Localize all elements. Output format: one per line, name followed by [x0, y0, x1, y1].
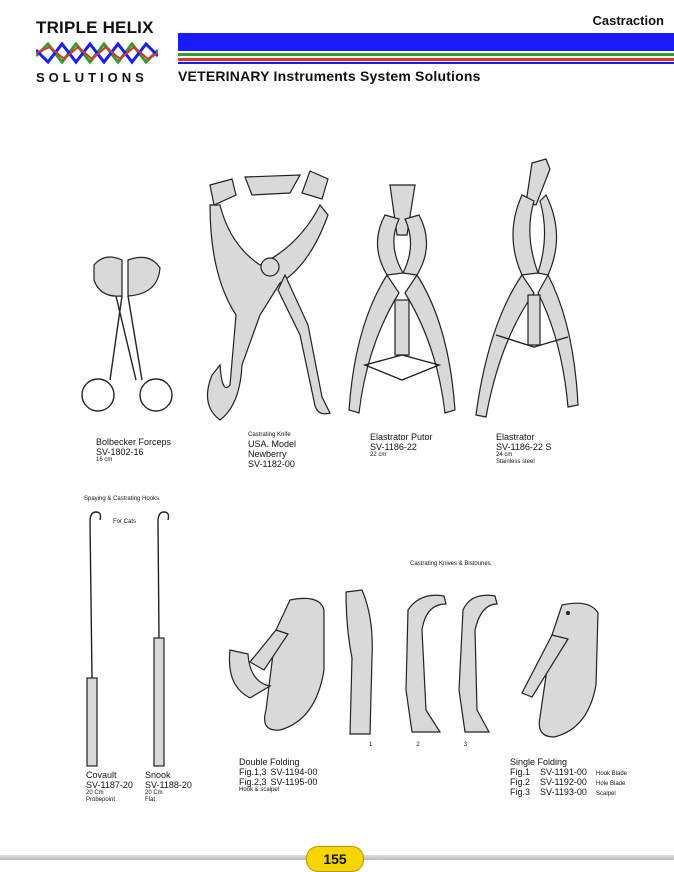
product-name: Bolbecker Forceps: [96, 437, 172, 447]
product-bolbecker: [96, 437, 171, 464]
product-elastrator-putor: [370, 432, 433, 459]
product-size: 16 cm: [96, 457, 113, 463]
section-title: Castraction: [592, 13, 664, 28]
knife-fig3-image: [455, 590, 500, 740]
product-code: SV-1186-22 S: [496, 442, 552, 452]
figure-numbers: [369, 742, 467, 749]
figure-number: 1: [369, 742, 373, 748]
fig-note: Hole Blade: [596, 781, 626, 787]
product-code: SV-1182-00: [248, 459, 295, 469]
hook-covault: [86, 770, 133, 804]
page-number: 155: [306, 846, 364, 872]
product-code: SV-1802-16: [96, 447, 144, 457]
hooks-caption: Spaying & Castrating Hooks: [84, 496, 160, 502]
bolbecker-forceps-image: [70, 250, 185, 415]
product-code: SV-1186-22: [370, 442, 417, 452]
hook-name: Snook: [145, 770, 171, 780]
product-note: Stainless steel: [496, 459, 535, 465]
header-stripe-green: [178, 53, 674, 56]
hook-snook: [145, 770, 192, 804]
figure-number: 3: [463, 742, 468, 748]
product-name: Elastrator Putor: [370, 432, 433, 442]
product-size: 22 cm: [370, 452, 387, 458]
single-folding-title: Single Folding: [510, 757, 568, 767]
fig-label: Fig.1: [510, 767, 531, 777]
fig-code: SV-1193-00: [540, 787, 587, 797]
fig-label: Fig.3: [510, 787, 531, 797]
hook-name: Covault: [86, 770, 117, 780]
hook-code: SV-1187-20: [86, 780, 133, 790]
hook-note: Flat: [145, 797, 156, 803]
fig-note: Scalpel: [596, 791, 616, 797]
double-folding-title: Double Folding: [239, 757, 300, 767]
fig-label: Fig.1,3: [239, 767, 267, 777]
product-caption: Castrating Knife: [248, 432, 291, 438]
header-stripe-blue: [178, 33, 674, 51]
figure-number: 2: [416, 742, 420, 748]
elastrator-putor-image: [345, 175, 460, 420]
snook-hook-image: [146, 508, 176, 770]
hook-note: Probepoint: [86, 797, 116, 803]
logo-helix-icon: [36, 38, 158, 68]
product-name: Elastrator: [496, 432, 535, 442]
single-folding-block: [510, 757, 627, 797]
elastrator-image: [470, 155, 585, 420]
hooks-for-cats: For Cats: [113, 519, 137, 525]
product-newberry: [248, 432, 296, 469]
covault-hook-image: [78, 508, 108, 770]
fig-code: SV-1194-00: [270, 767, 318, 777]
header-stripe-red: [178, 58, 674, 61]
hook-size: 20 Cm: [145, 790, 163, 796]
fig-label: Fig.2: [510, 777, 531, 787]
fig-note: Hook Blade: [596, 771, 628, 777]
fig-label: Fig.2,3: [239, 777, 267, 787]
product-size: 24 cm: [496, 452, 513, 458]
fig-code: SV-1191-00: [540, 767, 587, 777]
logo-subtitle: SOLUTIONS: [36, 70, 148, 85]
product-name-2: Newberry: [248, 449, 287, 459]
fig-code: SV-1195-00: [270, 777, 318, 787]
hook-size: 20 Cm: [86, 790, 104, 796]
double-folding-knife-image: [220, 590, 330, 740]
single-folding-knife-image: [510, 595, 610, 745]
knife-fig1-image: [340, 588, 380, 738]
newberry-knife-image: [190, 165, 340, 425]
hook-code: SV-1188-20: [145, 780, 192, 790]
logo-title: TRIPLE HELIX: [36, 18, 154, 37]
knife-fig2-image: [400, 590, 450, 740]
product-name: USA. Model: [248, 439, 297, 449]
product-elastrator: [496, 432, 551, 466]
header-stripe-blue-thin: [178, 62, 674, 64]
fig-code: SV-1192-00: [540, 777, 587, 787]
tagline: VETERINARY Instruments System Solutions: [178, 68, 481, 84]
double-folding-note: Hook & scalpel: [239, 787, 280, 793]
double-folding-block: [239, 757, 317, 794]
knives-caption: Castrating Knives & Bistounes: [410, 561, 491, 567]
